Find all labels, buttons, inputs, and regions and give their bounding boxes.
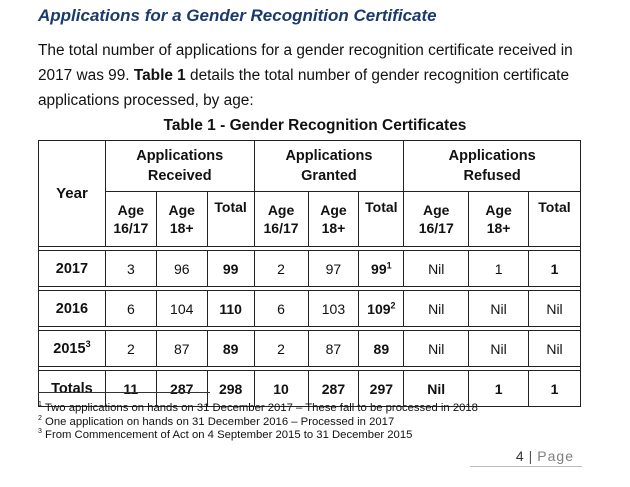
granted-age18-total: 287 (308, 371, 359, 407)
footnote-3: $^3$ From Commencement of Act on 4 September 2015 to 31 December 2015 (38, 428, 413, 441)
table-row (39, 291, 581, 327)
received-age18-cell: 96 (156, 251, 207, 287)
refused-grand-total: 1 (529, 371, 581, 407)
received-total-cell: 99 (207, 251, 254, 287)
received-age18-cell: 104 (156, 291, 207, 327)
granted-total-cell: 89 (359, 331, 404, 367)
received-grand-total: 298 (207, 371, 254, 407)
refused-age18-cell: Nil (469, 291, 529, 327)
granted-grand-total: 297 (359, 371, 404, 407)
refused-age1617-cell: Nil (404, 331, 469, 367)
received-age18-total: 287 (156, 371, 207, 407)
received-total-header: Total (207, 192, 254, 247)
refused-age18-cell: Nil (469, 331, 529, 367)
group-received-header: Applications Received (105, 141, 254, 192)
granted-age1617-cell: 6 (254, 291, 308, 327)
intro-text-1: The total number of applications for a gender recognition certificate received in 2017 was 99. (38, 42, 573, 84)
year-cell: 2017 (39, 251, 106, 287)
granted-age18-cell: 103 (308, 291, 359, 327)
refused-total-cell: Nil (529, 331, 581, 367)
refused-age1617-header: Age 16/17 (404, 192, 469, 247)
refused-age18-total: 1 (469, 371, 529, 407)
granted-age18-cell: 97 (308, 251, 359, 287)
received-age18-cell: 87 (156, 331, 207, 367)
granted-age1617-cell: 2 (254, 331, 308, 367)
refused-total-header: Total (529, 192, 581, 247)
table-row (39, 251, 581, 287)
granted-total-cell: $99^1$ (359, 251, 404, 287)
granted-age1617-header: Age 16/17 (254, 192, 308, 247)
refused-age1617-total: Nil (404, 371, 469, 407)
refused-total-cell: 1 (529, 251, 581, 287)
page-footer-line (470, 466, 582, 467)
footnote-1: $^1$ Two applications on hands on 31 December 2017 – These fall to be processed in 2018 (38, 401, 478, 414)
granted-total-cell: $109^2$ (359, 291, 404, 327)
footnotes (38, 402, 478, 443)
received-age1617-cell: 6 (105, 291, 156, 327)
refused-total-cell: Nil (529, 291, 581, 327)
table-row (39, 331, 581, 367)
intro-text-2: details the total number of gender recognition certificate applications processed, by age: (38, 67, 570, 109)
page-number: 4 | Page (515, 448, 574, 464)
totals-label: Totals (39, 371, 106, 407)
gender-recognition-table (38, 140, 581, 407)
year-cell: 2015$^3$ (39, 331, 106, 367)
received-total-cell: 89 (207, 331, 254, 367)
group-refused-header: Applications Refused (404, 141, 581, 192)
refused-age1617-cell: Nil (404, 291, 469, 327)
year-header: Year (39, 141, 106, 247)
received-age18-header: Age 18+ (156, 192, 207, 247)
table-caption: Table 1 - Gender Recognition Certificates (163, 117, 467, 134)
received-total-cell: 110 (207, 291, 254, 327)
refused-age18-cell: 1 (469, 251, 529, 287)
refused-age18-header: Age 18+ (469, 192, 529, 247)
granted-age1617-total: 10 (254, 371, 308, 407)
table-reference: Table 1 (133, 67, 186, 84)
refused-age1617-cell: Nil (404, 251, 469, 287)
granted-total-header: Total (359, 192, 404, 247)
intro-paragraph (38, 38, 598, 113)
received-age1617-cell: 2 (105, 331, 156, 367)
section-heading: Applications for a Gender Recognition Certificate (38, 6, 437, 25)
footnote-divider (38, 392, 210, 393)
granted-age18-header: Age 18+ (308, 192, 359, 247)
header-row-subcolumns (39, 192, 581, 247)
received-age1617-header: Age 16/17 (105, 192, 156, 247)
footnote-2: $^2$ One application on hands on 31 December 2016 – Processed in 2017 (38, 414, 395, 428)
group-granted-header: Applications Granted (254, 141, 404, 192)
granted-age1617-cell: 2 (254, 251, 308, 287)
year-cell: 2016 (39, 291, 106, 327)
received-age1617-cell: 3 (105, 251, 156, 287)
received-age1617-total: 11 (105, 371, 156, 407)
header-row-groups (39, 141, 581, 192)
granted-age18-cell: 87 (308, 331, 359, 367)
